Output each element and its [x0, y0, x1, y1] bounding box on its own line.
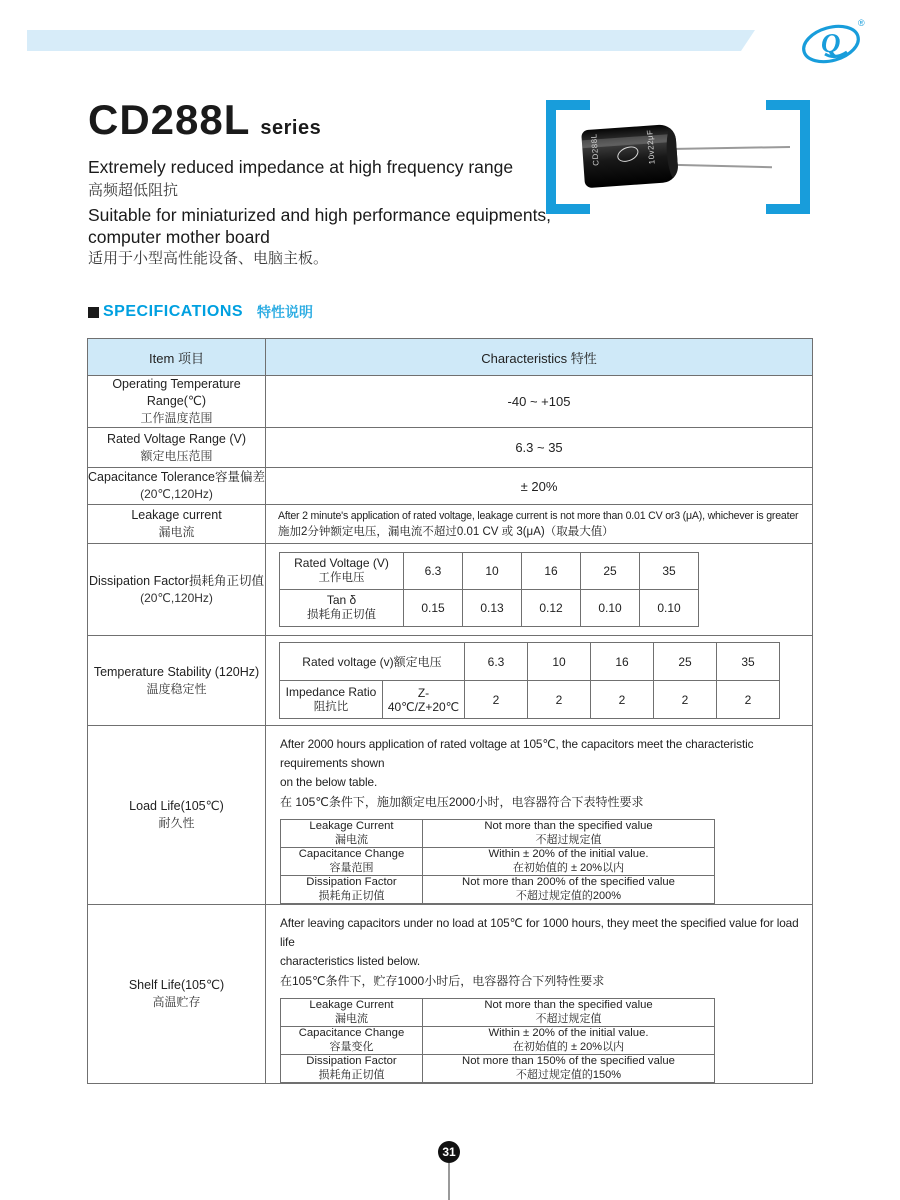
- col-header-characteristics: Characteristics 特性: [266, 339, 813, 376]
- row-operating-temperature: [88, 376, 813, 428]
- temp-voltage-4: 35: [717, 643, 780, 681]
- temp-voltage-2: 16: [591, 643, 654, 681]
- shelf-life-para-en-1: After leaving capacitors under no load at 105℃ for 1000 hours, they meet the specified value for load life: [280, 916, 799, 949]
- capacitor-logo-mark: [615, 144, 641, 165]
- load-life-sub-table: [280, 819, 715, 904]
- shelf-life-item-row: [281, 1027, 715, 1055]
- leakage-value-en: After 2 minute's application of rated voltage, leakage current is not more than 0.01 CV or3 (μA), whichever is greater: [278, 510, 799, 522]
- diss-sub-tan-label-en: Tan δ: [326, 593, 357, 607]
- rated-v-value: 6.3 ~ 35: [266, 428, 813, 468]
- diss-voltage-2: 16: [522, 553, 581, 590]
- shelf-life-item-spec-en: Within ± 20% of the initial value.: [488, 1027, 649, 1039]
- op-temp-label-en: Operating Temperature Range(℃): [112, 377, 241, 408]
- shelf-life-label-en: Shelf Life(105℃): [128, 978, 225, 992]
- series-code: CD288L: [88, 96, 251, 143]
- diss-voltage-1: 10: [463, 553, 522, 590]
- impedance-ratio-condition: Z-40℃/Z+20℃: [383, 681, 465, 719]
- temp-ratio-3: 2: [654, 681, 717, 719]
- temp-ratio-1: 2: [528, 681, 591, 719]
- shelf-life-item-name-cn: 损耗角正切值: [318, 1068, 385, 1081]
- description-en-1: Extremely reduced impedance at high frequency range: [88, 157, 514, 177]
- load-life-item-name-en: Leakage Current: [309, 820, 394, 832]
- diss-tan-0: 0.15: [404, 590, 463, 627]
- header-band: [27, 30, 755, 51]
- shelf-life-para-cn: 在105℃条件下，贮存1000小时后，电容器符合下列特性要求: [280, 974, 605, 988]
- row-dissipation-factor: [88, 544, 813, 636]
- shelf-life-para-en-2: characteristics listed below.: [280, 954, 421, 968]
- impedance-ratio-label-en: Impedance Ratio: [285, 684, 377, 699]
- diss-sub-tan-label-cn: 损耗角正切值: [307, 609, 376, 621]
- diss-voltage-4: 35: [640, 553, 699, 590]
- cap-tol-label-en: Capacitance Tolerance容量偏差: [88, 470, 265, 484]
- row-leakage-current: [88, 505, 813, 544]
- row-rated-voltage: [88, 428, 813, 468]
- page-number-badge: 31: [438, 1141, 460, 1163]
- load-life-item-row: [281, 876, 715, 904]
- dissipation-label-en: Dissipation Factor损耗角正切值: [88, 573, 265, 588]
- shelf-life-item-spec-cn: 在初始值的 ± 20%以内: [512, 1040, 625, 1053]
- shelf-life-item-spec-cn: 不超过规定值: [535, 1012, 602, 1025]
- shelf-life-item-name-en: Capacitance Change: [298, 1027, 405, 1039]
- leakage-label-en: Leakage current: [131, 508, 222, 522]
- impedance-ratio-label-cn: 阻抗比: [313, 700, 349, 713]
- shelf-life-item-spec-en: Not more than the specified value: [484, 999, 653, 1011]
- temp-stab-label-cn: 温度稳定性: [146, 681, 207, 696]
- page-title: [88, 96, 321, 144]
- shelf-life-item-row: [281, 999, 715, 1027]
- op-temp-label-cn: 工作温度范围: [140, 411, 213, 425]
- description-en-2a: Suitable for miniaturized and high performance equipments,: [88, 205, 552, 225]
- shelf-life-item-name-en: Dissipation Factor: [306, 1055, 397, 1067]
- shelf-life-item-name-en: Leakage Current: [309, 999, 394, 1011]
- load-life-item-spec-en: Not more than 200% of the specified value: [462, 876, 675, 888]
- company-logo: [795, 12, 875, 68]
- row-load-life: [88, 726, 813, 905]
- load-life-item-row: [281, 848, 715, 876]
- series-word: series: [260, 117, 322, 139]
- dissipation-label-cn: (20℃,120Hz): [140, 590, 213, 605]
- photo-bracket-right: [766, 100, 810, 214]
- temp-sub-voltage-label: Rated voltage (v)额定电压: [280, 643, 465, 681]
- load-life-item-row: [281, 820, 715, 848]
- cap-tol-value: ± 20%: [266, 468, 813, 505]
- dissipation-sub-table: [279, 552, 699, 627]
- svg-text:Q: Q: [821, 28, 841, 58]
- rated-v-label-cn: 额定电压范围: [140, 448, 213, 463]
- load-life-item-spec-en: Not more than the specified value: [484, 820, 653, 832]
- temp-stability-sub-table: [279, 642, 780, 719]
- capacitor-print-2: 10v22μF: [645, 129, 657, 165]
- load-life-item-spec-cn: 在初始值的 ± 20%以内: [512, 861, 625, 874]
- load-life-item-spec-en: Within ± 20% of the initial value.: [488, 848, 649, 860]
- leakage-label-cn: 漏电流: [158, 525, 195, 539]
- shelf-life-item-name-cn: 容量变化: [329, 1040, 374, 1053]
- square-bullet-icon: [88, 307, 99, 318]
- description-en-2b: computer mother board: [88, 227, 270, 247]
- temp-voltage-3: 25: [654, 643, 717, 681]
- load-life-item-name-cn: 损耗角正切值: [318, 889, 385, 902]
- diss-voltage-3: 25: [581, 553, 640, 590]
- cap-tol-label-cn: (20℃,120Hz): [140, 487, 213, 501]
- description-cn-2: 适用于小型高性能设备、电脑主板。: [88, 250, 329, 267]
- diss-tan-4: 0.10: [640, 590, 699, 627]
- rated-v-label-en: Rated Voltage Range (V): [107, 431, 246, 446]
- temp-stab-label-en: Temperature Stability (120Hz): [93, 664, 260, 679]
- diss-sub-voltage-label-cn: 工作电压: [318, 572, 365, 584]
- row-capacitance-tolerance: [88, 468, 813, 505]
- shelf-life-item-spec-en: Not more than 150% of the specified value: [462, 1055, 675, 1067]
- load-life-item-name-cn: 容量范围: [329, 861, 374, 874]
- diss-tan-2: 0.12: [522, 590, 581, 627]
- load-life-label-en: Load Life(105℃): [129, 799, 224, 813]
- leakage-value-cn: 施加2分钟额定电压，漏电流不超过0.01 CV 或 3(μA)（取最大值）: [278, 526, 614, 538]
- shelf-life-item-row: [281, 1055, 715, 1083]
- load-life-para-cn: 在 105℃条件下，施加额定电压2000小时，电容器符合下表特性要求: [280, 795, 644, 809]
- diss-tan-1: 0.13: [463, 590, 522, 627]
- shelf-life-sub-table: [280, 998, 715, 1083]
- load-life-item-name-en: Dissipation Factor: [306, 876, 397, 888]
- table-header-row: [88, 339, 813, 376]
- load-life-para-en-1: After 2000 hours application of rated voltage at 105℃, the capacitors meet the characteristic requirements shown: [280, 737, 754, 770]
- capacitor-print-1: CD288L: [589, 133, 601, 167]
- temp-voltage-1: 10: [528, 643, 591, 681]
- specifications-title-cn: 特性说明: [257, 304, 314, 320]
- row-temperature-stability: [88, 636, 813, 726]
- temp-ratio-4: 2: [717, 681, 780, 719]
- specifications-title-en: SPECIFICATIONS: [103, 303, 244, 320]
- load-life-item-spec-cn: 不超过规定值的200%: [515, 889, 622, 902]
- capacitor-end-cap: [665, 126, 679, 181]
- footer-divider-line: [448, 1163, 450, 1200]
- description-cn-1: 高频超低阻抗: [88, 182, 179, 199]
- capacitor-lead-bottom: [670, 164, 772, 168]
- temp-ratio-0: 2: [465, 681, 528, 719]
- diss-sub-voltage-label-en: Rated Voltage (V): [294, 556, 389, 570]
- load-life-item-name-cn: 漏电流: [335, 833, 368, 846]
- load-life-para-en-2: on the below table.: [280, 775, 378, 789]
- capacitor-photo: [581, 124, 679, 188]
- registered-mark: ®: [858, 18, 865, 28]
- specifications-heading: [88, 302, 313, 322]
- shelf-life-item-spec-cn: 不超过规定值的150%: [515, 1068, 622, 1081]
- load-life-label-cn: 耐久性: [158, 816, 195, 830]
- row-shelf-life: [88, 905, 813, 1084]
- load-life-item-name-en: Capacitance Change: [298, 848, 405, 860]
- load-life-item-spec-cn: 不超过规定值: [535, 833, 602, 846]
- shelf-life-item-name-cn: 漏电流: [335, 1012, 368, 1025]
- temp-ratio-2: 2: [591, 681, 654, 719]
- op-temp-value: -40 ~ +105: [266, 376, 813, 428]
- col-header-item: Item 项目: [88, 339, 266, 376]
- shelf-life-label-cn: 高温贮存: [152, 995, 201, 1009]
- temp-voltage-0: 6.3: [465, 643, 528, 681]
- diss-voltage-0: 6.3: [404, 553, 463, 590]
- diss-tan-3: 0.10: [581, 590, 640, 627]
- company-logo-icon: [795, 12, 875, 68]
- specifications-table: [87, 338, 813, 1084]
